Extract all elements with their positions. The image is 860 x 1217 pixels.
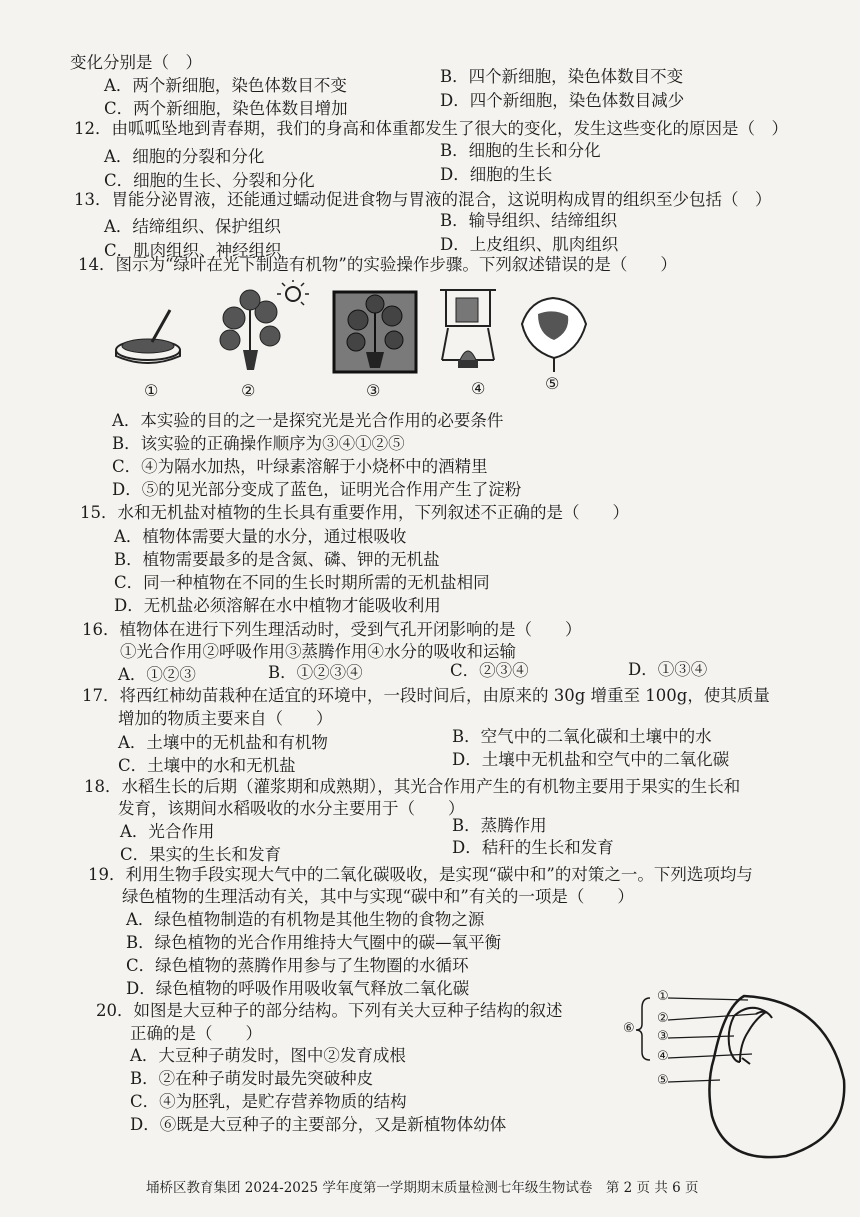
q11-option-a: A．两个新细胞，染色体数目不变 [104, 76, 347, 95]
q13-option-a: A．结缔组织、保护组织 [104, 217, 281, 236]
q16-items: ①光合作用②呼吸作用③蒸腾作用④水分的吸收和运输 [120, 642, 516, 661]
petri-dish-icon [116, 310, 180, 363]
leaf-icon [522, 298, 586, 372]
q14-stem: 14．图示为“绿叶在光下制造有机物”的实验操作步骤。下列叙述错误的是（ ） [78, 255, 677, 274]
plant-in-dark-icon [334, 292, 416, 372]
q20-stem-line1: 20．如图是大豆种子的部分结构。下列有关大豆种子结构的叙述 [96, 1001, 563, 1020]
q18-option-a: A．光合作用 [120, 822, 215, 841]
q11-option-d: D．四个新细胞，染色体数目减少 [440, 91, 685, 110]
q14-label-3: ③ [366, 381, 381, 400]
q17-option-b: B．空气中的二氧化碳和土壤中的水 [452, 727, 712, 746]
q19-option-a: A．绿色植物制造的有机物是其他生物的食物之源 [126, 910, 485, 929]
q14-option-c: C．④为隔水加热，叶绿素溶解于小烧杯中的酒精里 [112, 457, 488, 476]
q20-option-a: A．大豆种子萌发时，图中②发育成根 [130, 1046, 406, 1065]
q16-option-b: B．①②③④ [268, 663, 363, 682]
q11-stem-tail: 变化分别是（ ） [70, 53, 202, 72]
brace-bracket [636, 998, 650, 1060]
q18-option-d: D．秸秆的生长和发育 [452, 838, 614, 857]
q15-option-b: B．植物需要最多的是含氮、磷、钾的无机盐 [114, 550, 440, 569]
q17-stem-line2: 增加的物质主要来自（ ） [118, 709, 333, 728]
q14-option-b: B．该实验的正确操作顺序为③④①②⑤ [112, 434, 405, 453]
q12-option-d: D．细胞的生长 [440, 165, 553, 184]
q17-option-d: D．土壤中无机盐和空气中的二氧化碳 [452, 750, 730, 769]
q18-option-c: C．果实的生长和发育 [120, 845, 282, 864]
q12-stem: 12．由呱呱坠地到青春期，我们的身高和体重都发生了很大的变化，发生这些变化的原因是（ ） [74, 119, 788, 138]
q14-label-1: ① [144, 381, 159, 400]
q20-stem-line2: 正确的是（ ） [130, 1024, 262, 1043]
q15-option-d: D．无机盐必须溶解在水中植物才能吸收利用 [114, 596, 441, 615]
q18-option-b: B．蒸腾作用 [452, 816, 547, 835]
q20-option-c: C．④为胚乳，是贮存营养物质的结构 [130, 1092, 407, 1111]
q13-option-c: C．肌肉组织、神经组织 [104, 241, 282, 260]
q20-label-3: ③ [657, 1029, 669, 1044]
q12-option-c: C．细胞的生长、分裂和分化 [104, 171, 315, 190]
q14-label-4: ④ [471, 379, 486, 398]
q14-option-d: D．⑤的见光部分变成了蓝色，证明光合作用产生了淀粉 [112, 480, 522, 499]
q16-option-c: C．②③④ [450, 661, 529, 680]
q20-label-5: ⑤ [657, 1073, 669, 1088]
q15-option-a: A．植物体需要大量的水分，通过根吸收 [114, 527, 407, 546]
q20-label-1: ① [657, 989, 669, 1004]
q13-option-b: B．输导组织、结缔组织 [440, 211, 618, 230]
q20-label-4: ④ [657, 1049, 669, 1064]
q20-option-d: D．⑥既是大豆种子的主要部分，又是新植物体幼体 [130, 1115, 507, 1134]
q13-stem: 13．胃能分泌胃液，还能通过蠕动促进食物与胃液的混合，这说明构成胃的组织至少包括（ ） [74, 190, 772, 209]
q16-option-d: D．①③④ [628, 660, 708, 679]
q15-option-c: C．同一种植物在不同的生长时期所需的无机盐相同 [114, 573, 490, 592]
q18-stem-line1: 18．水稻生长的后期（灌浆期和成熟期），其光合作用产生的有机物主要用于果实的生长和 [84, 777, 741, 796]
seed-coat-outline [709, 996, 844, 1157]
q19-stem-line1: 19．利用生物手段实现大气中的二氧化碳吸收，是实现“碳中和”的对策之一。下列选项均与 [88, 865, 753, 884]
q17-stem-line1: 17．将西红柿幼苗栽种在适宜的环境中，一段时间后，由原来的 30g 增重至 100g，使其质量 [82, 686, 770, 705]
q14-label-2: ② [241, 381, 256, 400]
q17-option-a: A．土壤中的无机盐和有机物 [118, 733, 328, 752]
q12-option-b: B．细胞的生长和分化 [440, 141, 601, 160]
plant-in-sunlight-icon [220, 280, 309, 370]
q17-option-c: C．土壤中的水和无机盐 [118, 756, 296, 775]
q14-option-a: A．本实验的目的之一是探究光是光合作用的必要条件 [112, 411, 504, 430]
q19-option-d: D．绿色植物的呼吸作用吸收氧气释放二氧化碳 [126, 979, 470, 998]
q14-label-5: ⑤ [545, 374, 560, 393]
q19-option-b: B．绿色植物的光合作用维持大气圈中的碳—氧平衡 [126, 933, 502, 952]
q11-option-c: C．两个新细胞，染色体数目增加 [104, 99, 348, 118]
q20-label-6: ⑥ [623, 1021, 635, 1036]
q20-label-2: ② [657, 1011, 669, 1026]
q11-option-b: B．四个新细胞，染色体数目不变 [440, 67, 684, 86]
q12-option-a: A．细胞的分裂和分化 [104, 147, 265, 166]
q16-option-a: A．①②③ [118, 665, 196, 684]
q16-stem: 16．植物体在进行下列生理活动时，受到气孔开闭影响的是（ ） [82, 620, 582, 639]
q19-option-c: C．绿色植物的蒸腾作用参与了生物圈的水循环 [126, 956, 469, 975]
q14-experiment-figure [108, 280, 588, 405]
q20-option-b: B．②在种子萌发时最先突破种皮 [130, 1069, 374, 1088]
water-bath-heating-icon [440, 290, 496, 368]
q20-soybean-seed-figure [616, 988, 852, 1164]
q13-option-d: D．上皮组织、肌肉组织 [440, 235, 619, 254]
page-footer: 埇桥区教育集团 2024-2025 学年度第一学期期末质量检测七年级生物试卷 第 2 页 共 6 页 [146, 1180, 699, 1196]
q15-stem: 15．水和无机盐对植物的生长具有重要作用，下列叙述不正确的是（ ） [80, 503, 629, 522]
q19-stem-line2: 绿色植物的生理活动有关，其中与实现“碳中和”有关的一项是（ ） [122, 887, 634, 906]
q18-stem-line2: 发育，该期间水稻吸收的水分主要用于（ ） [118, 799, 465, 818]
